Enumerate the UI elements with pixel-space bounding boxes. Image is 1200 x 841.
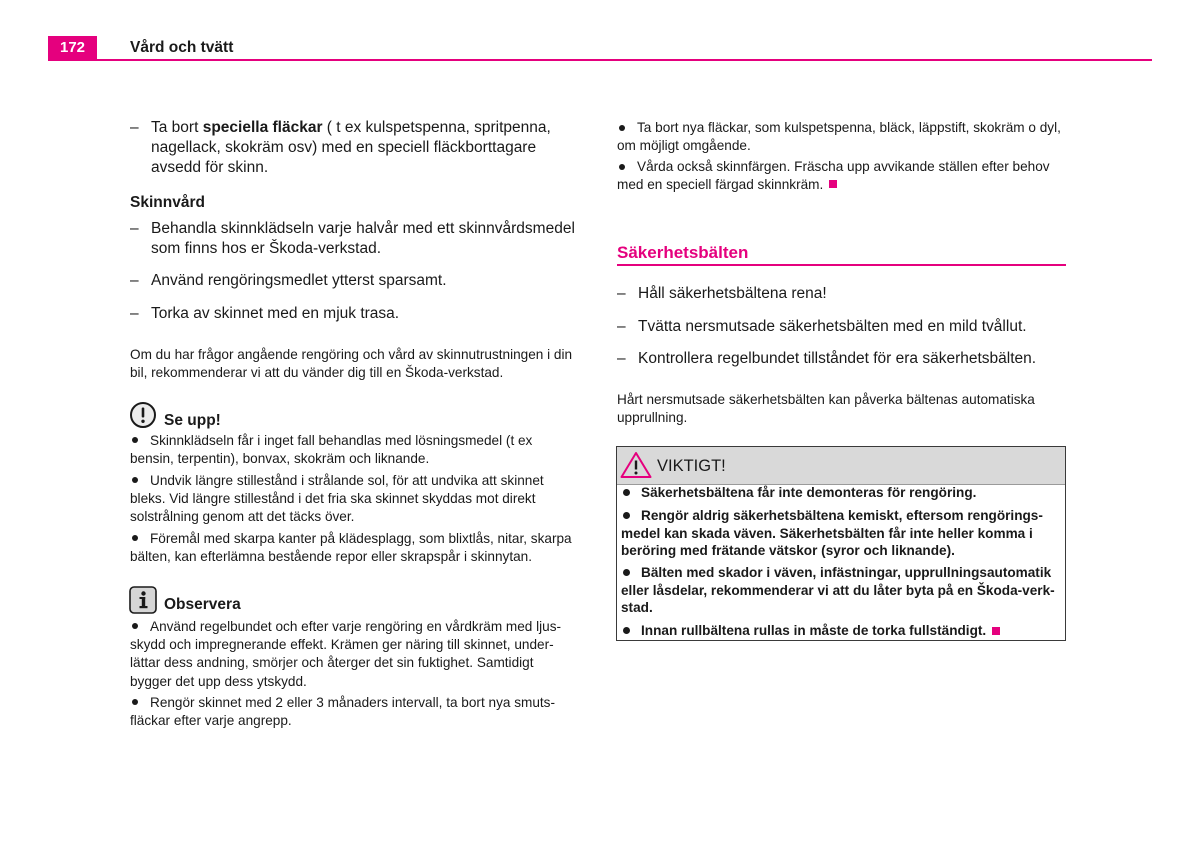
warning-line: eller låsdelar, rekommenderar vi att du låter byta på en Škoda-verk- [621, 582, 1055, 598]
note-item [130, 618, 561, 691]
caution-line: bleks. Vid längre stillestånd i det fria ska skinnet skyddas mot direkt [130, 491, 536, 507]
bullet-icon [619, 125, 625, 131]
care-text: Vårda också skinnfärgen. Fräscha upp avvikande ställen efter behov [637, 159, 1050, 175]
caution-title: Se upp! [164, 412, 221, 429]
dash-marker: – [617, 318, 626, 335]
leather-care-heading: Skinnvård [130, 194, 205, 211]
dash-marker: – [617, 285, 626, 302]
note-line: skydd och impregnerande effekt. Krämen ger näring till skinnet, under- [130, 637, 554, 653]
warning-item [621, 507, 1043, 560]
warning-line: medel kan skada väven. Säkerhetsbälten får inte heller komma i [621, 525, 1033, 541]
care-text: med en speciell färgad skinnkräm. [617, 176, 824, 192]
caution-line: solstrålning genom att det täcks över. [130, 509, 355, 525]
step-line: nagellack, skokräm osv) med en speciell fläckborttagare [151, 139, 537, 156]
warning-triangle-icon [620, 451, 652, 479]
care-line [617, 158, 1050, 176]
caution-line [130, 530, 572, 548]
step-text: ( t ex kulspetspenna, spritpenna, [322, 119, 551, 136]
bullet-icon [132, 623, 138, 629]
bullet-icon [619, 164, 625, 170]
dash-marker: – [617, 350, 626, 367]
caution-line: bensin, terpentin), bonvax, skokräm och liknande. [130, 451, 430, 467]
note-text: Använd regelbundet och efter varje rengöring en vårdkräm med ljus- [150, 618, 562, 634]
note-line: fläckar efter varje angrepp. [130, 713, 292, 729]
step-keep-belts-clean [617, 284, 827, 304]
step-text: Ta bort [151, 119, 203, 136]
caution-item [130, 432, 532, 469]
seat-belts-heading: Säkerhetsbälten [617, 243, 749, 262]
note-title: Observera [164, 596, 241, 613]
step-line: Använd rengöringsmedlet ytterst sparsamt. [151, 272, 447, 289]
step-line: Tvätta nersmutsade säkerhetsbälten med en mild tvållut. [638, 318, 1027, 335]
step-wash-belts [617, 317, 1027, 337]
info-line: upprullning. [617, 410, 688, 426]
warning-line [621, 507, 1043, 525]
info-icon [129, 586, 157, 614]
page-number: 172 [48, 36, 97, 60]
care-line: om möjligt omgående. [617, 137, 751, 153]
belt-info-text [617, 391, 1035, 428]
step-line: Behandla skinnklädseln varje halvår med ett skinnvårdsmedel [151, 220, 575, 237]
caution-line [130, 432, 532, 450]
chapter-title: Vård och tvätt [130, 39, 234, 56]
caution-text: Undvik längre stillestånd i strålande sol, för att undvika att skinnet [150, 472, 544, 488]
warning-line [621, 622, 1000, 640]
step-treat-upholstery [130, 219, 575, 259]
step-line [151, 118, 551, 138]
heading-rule [617, 264, 1066, 266]
caution-text: Föremål med skarpa kanter på klädesplagg, som blixtlås, nitar, skarpa [150, 530, 572, 546]
bullet-icon [132, 535, 138, 541]
caution-text: Skinnklädseln får i inget fall behandlas med lösningsmedel (t ex [150, 432, 533, 448]
caution-line [130, 472, 544, 490]
bullet-icon [623, 627, 630, 634]
warning-text: Innan rullbältena rullas in måste de torka fullständigt. [641, 623, 987, 639]
step-remove-special-stains [130, 118, 551, 178]
warning-title: VIKTIGT! [657, 457, 726, 475]
caution-line: bälten, kan efterlämna bestående repor eller skrapspår i skinnytan. [130, 549, 532, 565]
dash-marker: – [130, 119, 139, 136]
info-line: Om du har frågor angående rengöring och vård av skinnutrustningen i din [130, 347, 573, 362]
dash-marker: – [130, 272, 139, 289]
note-line: bygger det upp dess ytskydd. [130, 673, 307, 689]
care-item [617, 158, 1050, 193]
warning-text: Bälten med skador i väven, infästningar, upprullningsautomatik [641, 565, 1052, 581]
warning-line [621, 484, 976, 502]
info-line: Hårt nersmutsade säkerhetsbälten kan påverka bältenas automatiska [617, 392, 1035, 407]
step-use-cleaner-sparingly [130, 271, 447, 291]
care-item [617, 119, 1061, 154]
warning-line [621, 564, 1055, 582]
note-item [130, 694, 555, 731]
bullet-icon [623, 489, 630, 496]
bullet-icon [132, 699, 138, 705]
step-line: som finns hos er Škoda-verkstad. [151, 240, 382, 257]
step-line: avsedd för skinn. [151, 159, 269, 176]
step-check-belts [617, 349, 1036, 369]
step-line: Håll säkerhetsbältena rena! [638, 285, 827, 302]
bullet-icon [132, 477, 138, 483]
exclamation-circle-icon [129, 401, 157, 429]
care-line [617, 176, 1050, 194]
bullet-icon [623, 512, 630, 519]
leather-info-text [130, 346, 572, 383]
warning-text: Rengör aldrig säkerhetsbältena kemiskt, eftersom rengörings- [641, 508, 1043, 524]
warning-text: Säkerhetsbältena får inte demonteras för rengöring. [641, 485, 977, 501]
bullet-icon [132, 437, 138, 443]
end-square-icon [992, 627, 1000, 635]
note-line [130, 694, 555, 712]
warning-line: beröring med frätande vätskor (syror och liknande). [621, 543, 955, 559]
step-text-bold: speciella fläckar [202, 119, 323, 136]
dash-marker: – [130, 220, 139, 237]
step-wipe-leather [130, 304, 399, 324]
note-line: lättar dess andning, smörjer och återger det sin fuktighet. Samtidigt [130, 655, 534, 671]
step-line: Torka av skinnet med en mjuk trasa. [151, 305, 400, 322]
warning-item [621, 484, 976, 502]
dash-marker: – [130, 305, 139, 322]
caution-item [130, 530, 572, 567]
info-line: bil, rekommenderar vi att du vänder dig till en Škoda-verkstad. [130, 365, 504, 381]
warning-line: stad. [621, 600, 653, 616]
header-rule [48, 59, 1152, 61]
care-text: Ta bort nya fläckar, som kulspetspenna, bläck, läppstift, skokräm o dyl, [637, 120, 1061, 136]
note-text: Rengör skinnet med 2 eller 3 månaders intervall, ta bort nya smuts- [150, 694, 555, 710]
warning-item [621, 564, 1055, 617]
warning-item [621, 622, 1000, 640]
note-line [130, 618, 561, 636]
end-square-icon [829, 180, 837, 188]
care-line [617, 119, 1061, 137]
caution-item [130, 472, 544, 527]
warning-box [616, 446, 1066, 641]
bullet-icon [623, 569, 630, 576]
step-line: Kontrollera regelbundet tillståndet för era säkerhetsbälten. [638, 350, 1037, 367]
